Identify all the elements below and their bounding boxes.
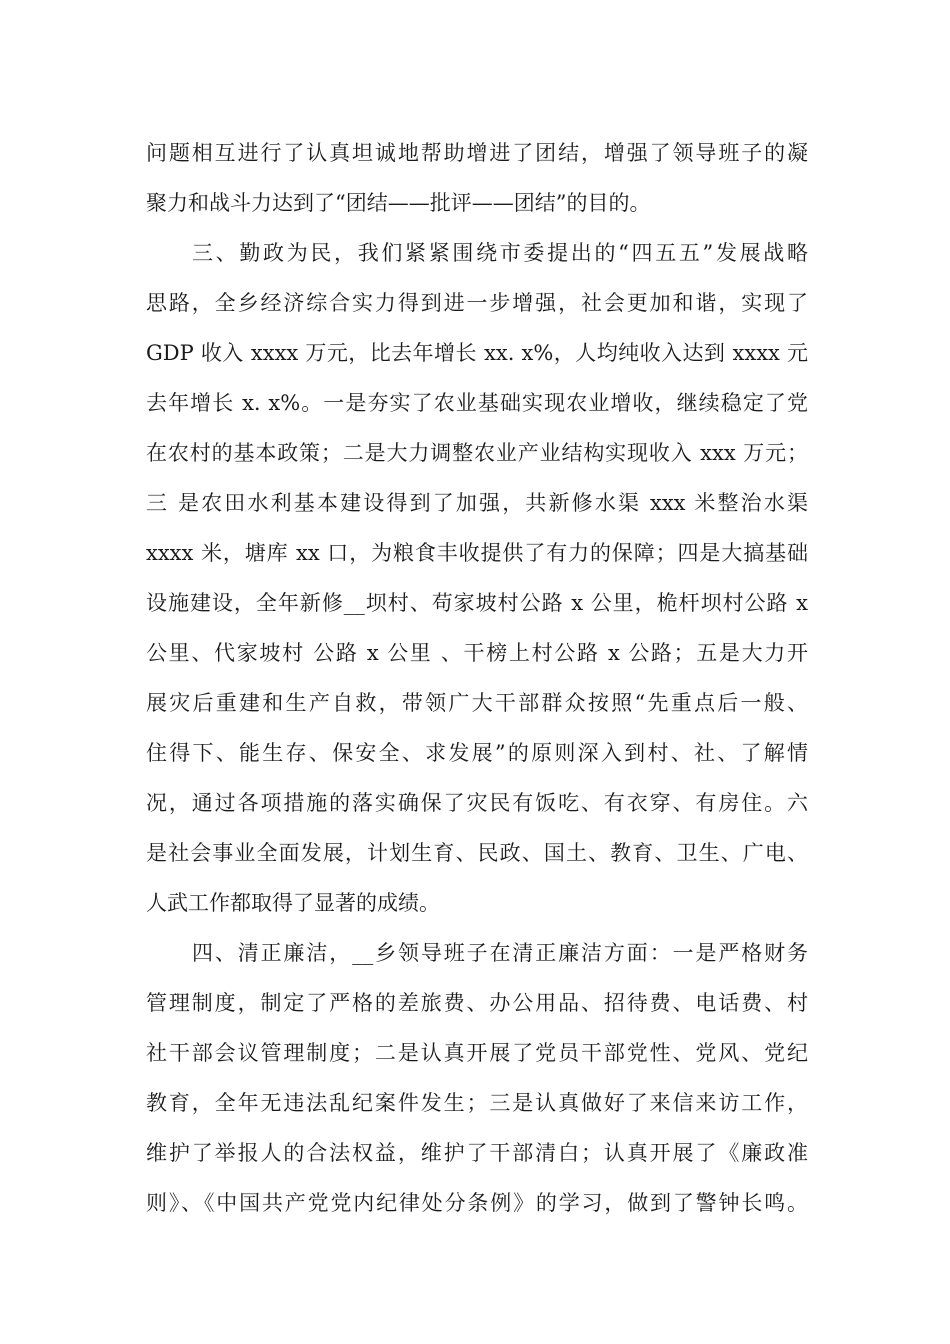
text-line: 公里、代家坡村 公路 x 公里 、干榜上村公路 x 公路；五是大力开 [146,641,808,665]
text-line: 设施建设，全年新修__坝村、苟家坡村公路 x 公里，桅杆坝村公路 x [146,591,808,615]
text-line: 人武工作都取得了显著的成绩。 [146,891,440,915]
text-line: 维护了举报人的合法权益，维护了干部清白；认真开展了《廉政准 [146,1141,808,1165]
text-line: 四、清正廉洁，__乡领导班子在清正廉洁方面：一是严格财务 [192,941,808,965]
text-line: 管理制度，制定了严格的差旅费、办公用品、招待费、电话费、村 [146,991,808,1015]
text-line: 问题相互进行了认真坦诚地帮助增进了团结，增强了领导班子的凝 [146,141,808,165]
text-line: 社干部会议管理制度；二是认真开展了党员干部党性、党风、党纪 [146,1041,808,1065]
text-line: 展灾后重建和生产自救，带领广大干部群众按照“先重点后一般、 [146,691,808,715]
text-line: 思路，全乡经济综合实力得到进一步增强，社会更加和谐，实现了 [146,291,808,315]
text-line: xxxx 米，塘库 xx 口，为粮食丰收提供了有力的保障；四是大搞基础 [146,541,808,565]
text-line: 况，通过各项措施的落实确保了灾民有饭吃、有衣穿、有房住。六 [146,791,808,815]
text-line: 聚力和战斗力达到了“团结——批评——团结”的目的。 [146,191,651,215]
text-line: GDP 收入 xxxx 万元，比去年增长 xx. x%，人均纯收入达到 xxxx 元 [146,341,808,365]
text-line: 在农村的基本政策；二是大力调整农业产业结构实现收入 xxx 万元； [146,441,808,465]
text-line: 三、勤政为民，我们紧紧围绕市委提出的“四五五”发展战略 [192,241,808,265]
body-text [146,128,808,1228]
text-line: 教育，全年无违法乱纪案件发生；三是认真做好了来信来访工作， [146,1091,808,1115]
text-line: 是社会事业全面发展，计划生育、民政、国土、教育、卫生、广电、 [146,841,808,865]
text-line: 三 是农田水利基本建设得到了加强，共新修水渠 xxx 米整治水渠 [146,491,808,515]
text-line: 住得下、能生存、保安全、求发展”的原则深入到村、社、了解情 [146,741,808,765]
text-line: 去年增长 x. x%。一是夯实了农业基础实现农业增收，继续稳定了党 [146,391,808,415]
text-line: 则》、《中国共产党党内纪律处分条例》的学习，做到了警钟长鸣。 [146,1191,808,1215]
